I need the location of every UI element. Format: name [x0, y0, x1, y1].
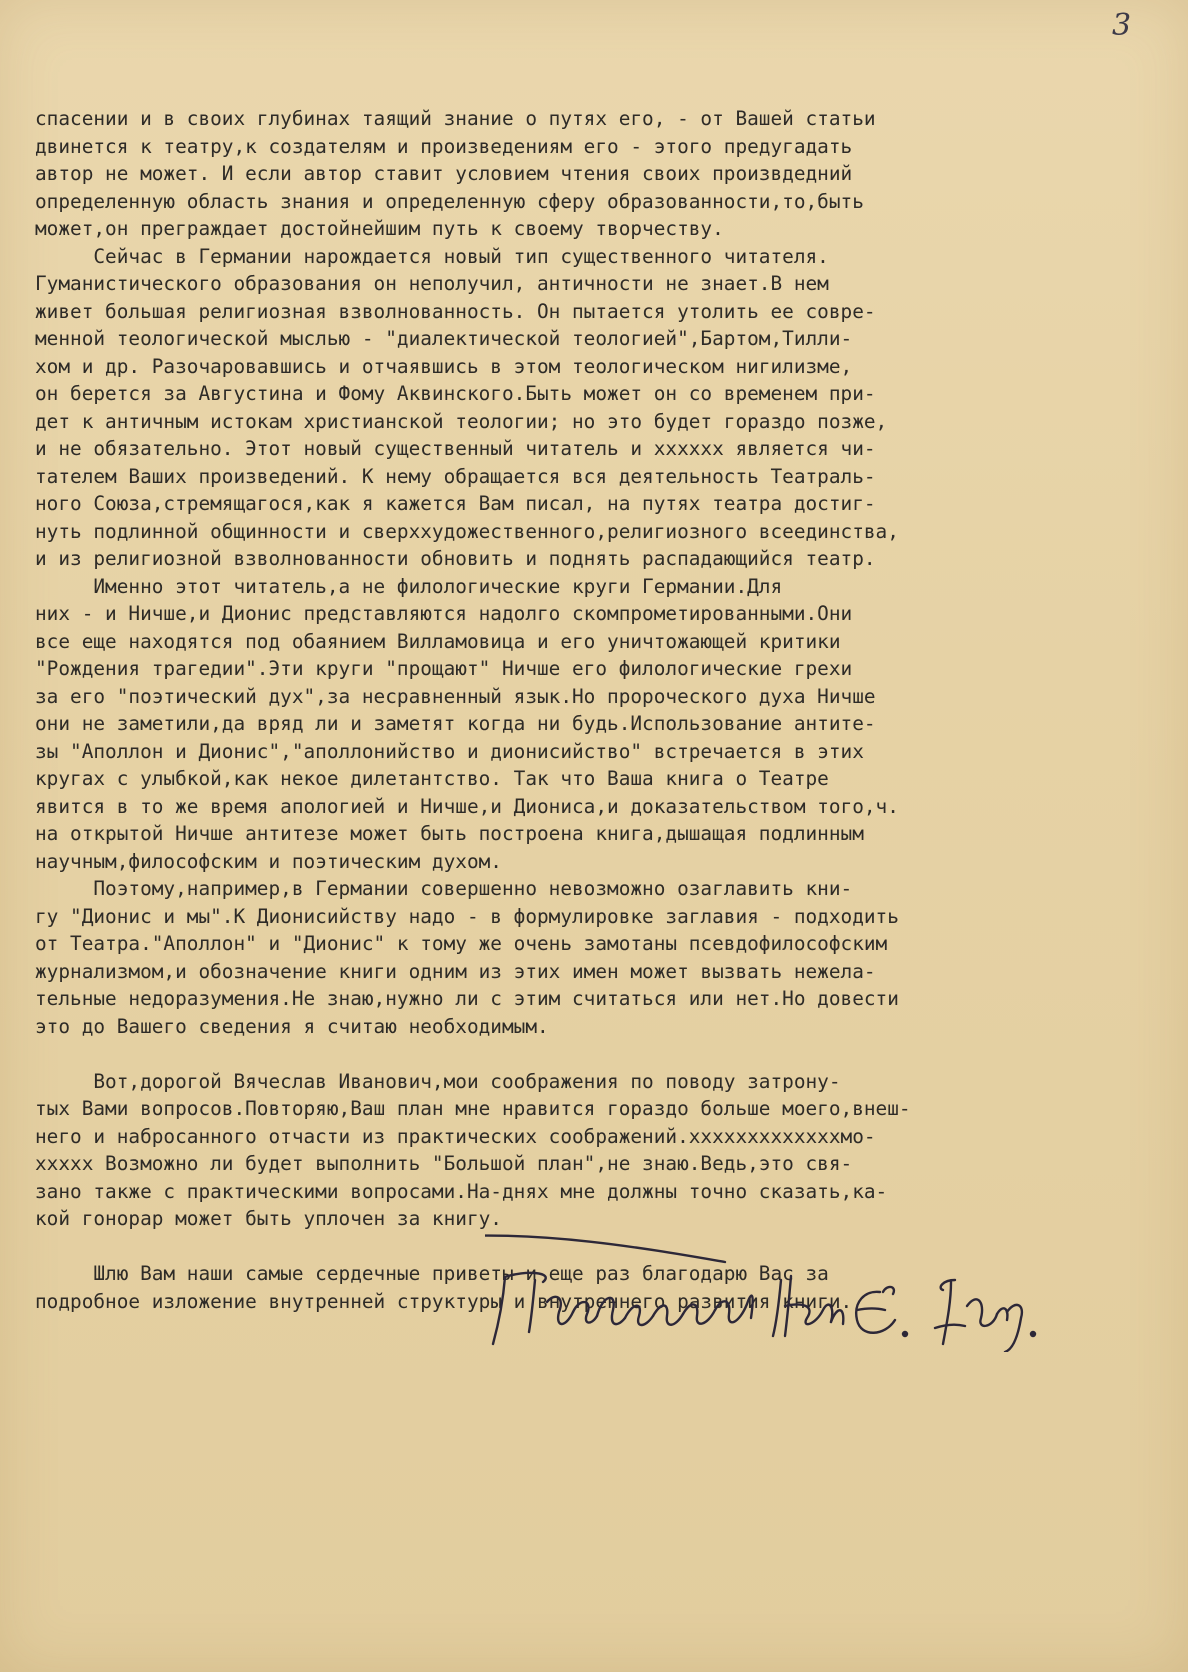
text-line: все еще находятся под обаянием Вилламовица и его уничтожающей критики	[35, 629, 841, 653]
text-line: на открытой Ничше антитезе может быть построена книга,дышащая подлинным	[35, 822, 864, 845]
text-line: гу "Дионис и мы".К Дионисийству надо - в формулировке заглавия - подходить	[35, 904, 899, 928]
text-line: определенную область знания и определенную сферу образованности,то,быть	[35, 189, 864, 213]
text-line: двинется к театру,к создателям и произведениям его - этого предугадать	[35, 134, 853, 158]
text-line: них - и Ничше,и Дионис представляются надолго скомпрометированными.Они	[35, 602, 853, 625]
text-line: ного Союза,стремящагося,как я кажется Вам писал, на путях театра достиг-	[35, 492, 876, 515]
text-line: зано также с практическими вопросами.На-днях мне должны точно сказать,ка-	[35, 1179, 888, 1203]
text-line	[35, 1040, 1145, 1068]
text-line: тателем Ваших произведений. К нему обращается вся деятельность Театраль-	[35, 464, 876, 488]
text-line: Поэтому,например,в Германии совершенно невозможно озаглавить кни-	[35, 877, 853, 900]
text-line: тых Вами вопросов.Повторяю,Ваш план мне нравится гораздо больше моего,внеш-	[35, 1097, 911, 1120]
text-line: хом и др. Разочаровавшись и отчаявшись в этом теологическом нигилизме,	[35, 354, 853, 378]
text-line: от Театра."Аполлон" и "Дионис" к тому же очень замотаны псевдофилософским	[35, 932, 888, 955]
text-line: и из религиозной взволнованности обновить и поднять распадающийся театр.	[35, 547, 876, 570]
text-line: и не обязательно. Этот новый существенный читатель и хххххх является чи-	[35, 437, 876, 460]
text-line: он берется за Августина и Фому Аквинского.Быть может он со временем при-	[35, 382, 876, 405]
text-line: "Рождения трагедии".Эти круги "прощают" Ничше его филологические грехи	[35, 657, 853, 680]
text-line: они не заметили,да вряд ли и заметят когда ни будь.Использование антите-	[35, 712, 876, 735]
text-line: ххххх Возможно ли будет выполнить "Большой план",не знаю.Ведь,это свя-	[35, 1152, 853, 1175]
text-line: Вот,дорогой Вячеслав Иванович,мои соображения по поводу затрону-	[35, 1069, 841, 1093]
text-line: это до Вашего сведения я считаю необходимым.	[35, 1014, 549, 1038]
text-line: спасении и в своих глубинах таящий знание о путях его, - от Вашей статьи	[35, 107, 876, 130]
text-line: журнализмом,и обозначение книги одним из этих имен может вызвать нежела-	[35, 959, 876, 983]
text-line: кой гонорар может быть уплочен за книгу.	[35, 1207, 502, 1230]
handwritten-signature	[485, 1232, 1085, 1352]
text-line: Сейчас в Германии нарождается новый тип существенного читателя.	[35, 244, 829, 268]
page-number: 3	[1112, 8, 1132, 43]
letter-body	[35, 105, 1145, 1315]
text-line: Именно этот читатель,а не филологические круги Германии.Для	[35, 574, 783, 598]
text-line: менной теологической мыслью - "диалектической теологией",Бартом,Тилли-	[35, 327, 853, 350]
text-line: может,он преграждает достойнейшим путь к своему творчеству.	[35, 217, 724, 240]
text-line: явится в то же время апологией и Ничше,и Диониса,и доказательством того,ч.	[35, 794, 899, 818]
text-line: живет большая религиозная взволнованность. Он пытается утолить ее совре-	[35, 299, 876, 323]
text-line: подробное изложение внутренней структуры и внутреннего развития книги.	[35, 1289, 853, 1313]
text-line: Шлю Вам наши самые сердечные приветы и еще раз благодарю Вас за	[35, 1262, 829, 1285]
text-line: кругах с улыбкой,как некое дилетантство. Так что Ваша книга о Театре	[35, 767, 829, 790]
text-line: дет к античным истокам христианской теологии; но это будет гораздо позже,	[35, 409, 888, 433]
text-line: него и набросанного отчасти из практических соображений.хххххххххххххмо-	[35, 1124, 876, 1148]
text-line: за его "поэтический дух",за несравненный язык.Но пророческого духа Ничше	[35, 684, 876, 708]
text-line: автор не может. И если автор ставит условием чтения своих произвдедний	[35, 162, 853, 185]
text-line: зы "Аполлон и Дионис","аполлонийство и дионисийство" встречается в этих	[35, 739, 864, 763]
text-line: Гуманистического образования он неполучил, античности не знает.В нем	[35, 272, 829, 295]
text-line: нуть подлинной общинности и сверххудожественного,религиозного всеединства,	[35, 519, 899, 543]
text-line: тельные недоразумения.Не знаю,нужно ли с этим считаться или нет.Но довести	[35, 987, 899, 1010]
text-line: научным,философским и поэтическим духом.	[35, 849, 502, 873]
